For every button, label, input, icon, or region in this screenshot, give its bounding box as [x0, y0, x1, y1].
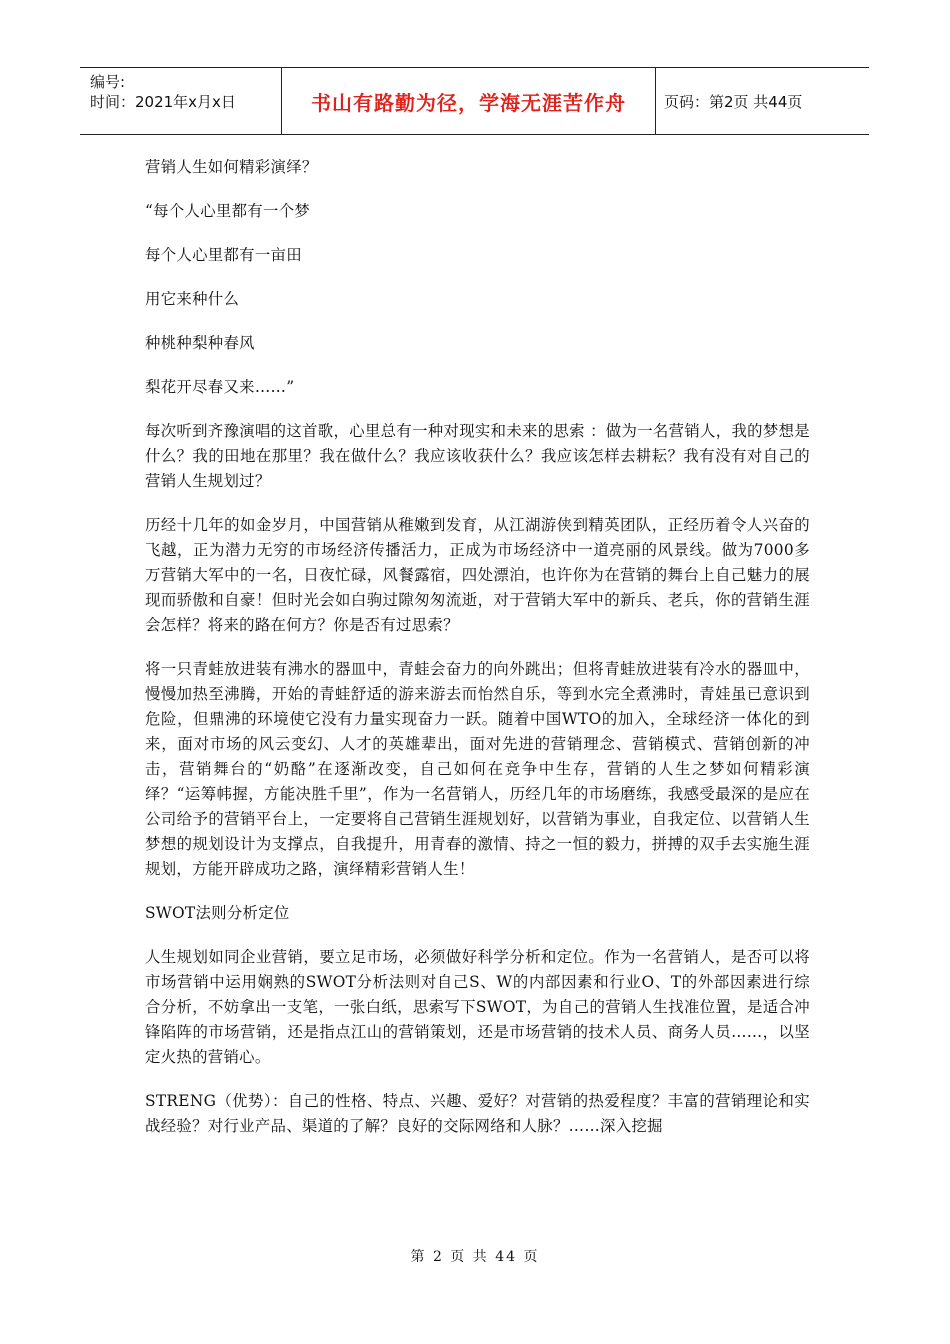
poem-line: 种桃种梨种春风: [145, 334, 255, 352]
header-motto: 书山有路勤为径，学海无涯苦作舟: [282, 68, 656, 134]
header-page-info: 页码：第2页 共44页: [664, 92, 803, 111]
body-paragraph: 将一只青蛙放进装有沸水的器皿中，青蛙会奋力的向外跳出；但将青蛙放进装有冷水的器皿中，慢慢加热至沸腾，开始的青蛙舒适的游来游去而怡然自乐，等到水完全煮沸时，青娃虽已意识到危险，但鼎沸的环境使它没有力量实现奋力一跃。随着中国WTO的加入，全球经济一体化的到来，面对市场的风云变幻、人才的英雄辈出，面对先进的营销理念、营销模式、营销创新的冲击，营销舞台的“奶酪”在逐渐改变，自己如何在竞争中生存，营销的人生之梦如何精彩演绎？“运筹帏握，方能决胜千里”，作为一名营销人，历经几年的市场磨练，我感受最深的是应在公司给予的营销平台上，一定要将自己营销生涯规划好，以营销为事业，自我定位、以营销人生梦想的规划设计为支撑点，自我提升，用青春的激情、持之一恒的毅力，拼搏的双手去实施生涯规划，方能开辟成功之路，演绎精彩营销人生！: [145, 660, 810, 878]
body-paragraph: STRENG（优势）：自己的性格、特点、兴趣、爱好？对营销的热爱程度？丰富的营销理论和实战经验？对行业产品、渠道的了解？良好的交际网络和人脉？……深入挖掘: [145, 1092, 810, 1135]
body-paragraph: 历经十几年的如金岁月，中国营销从稚嫩到发育，从江湖游侠到精英团队，正经历着令人兴奋的飞越，正为潜力无穷的市场经济传播活力，正成为市场经济中一道亮丽的风景线。做为7000多万营销大军中的一名，日夜忙碌，风餐露宿，四处漂泊，也许你为在营销的舞台上自己魅力的展现而骄傲和自豪！但时光会如白驹过隙匆匆流逝，对于营销大军中的新兵、老兵，你的营销生涯会怎样？将来的路在何方？你是否有过思索？: [145, 516, 810, 634]
poem-line: 每个人心里都有一亩田: [145, 246, 302, 264]
document-date: 时间：2021年x月x日: [90, 93, 236, 111]
page-footer: 第 2 页 共 44 页: [410, 1249, 540, 1265]
poem-line: 用它来种什么: [145, 290, 240, 308]
poem-line: 梨花开尽春又来……”: [145, 378, 295, 396]
document-number-label: 编号:: [90, 73, 126, 91]
page-header: [80, 67, 869, 135]
document-body: [145, 155, 810, 1158]
header-meta: [80, 68, 282, 134]
section-title: 营销人生如何精彩演绎？: [145, 158, 318, 176]
poem-line: “每个人心里都有一个梦: [145, 202, 311, 220]
body-paragraph: 每次听到齐豫演唱的这首歌，心里总有一种对现实和未来的思索 ：做为一名营销人，我的梦想是什么？我的田地在那里？我在做什么？我应该收获什么？我应该怎样去耕耘？我有没有对自己的营销人生规划过？: [145, 422, 810, 490]
section-heading: SWOT法则分析定位: [145, 904, 290, 922]
body-paragraph: 人生规划如同企业营销，要立足市场，必须做好科学分析和定位。作为一名营销人，是否可以将市场营销中运用娴熟的SWOT分析法则对自己S、W的内部因素和行业O、T的外部因素进行综合分析，不妨拿出一支笔，一张白纸，思索写下SWOT，为自己的营销人生找准位置，是适合冲锋陷阵的市场营销，还是指点江山的营销策划，还是市场营销的技术人员、商务人员……，以坚定火热的营销心。: [145, 948, 810, 1066]
